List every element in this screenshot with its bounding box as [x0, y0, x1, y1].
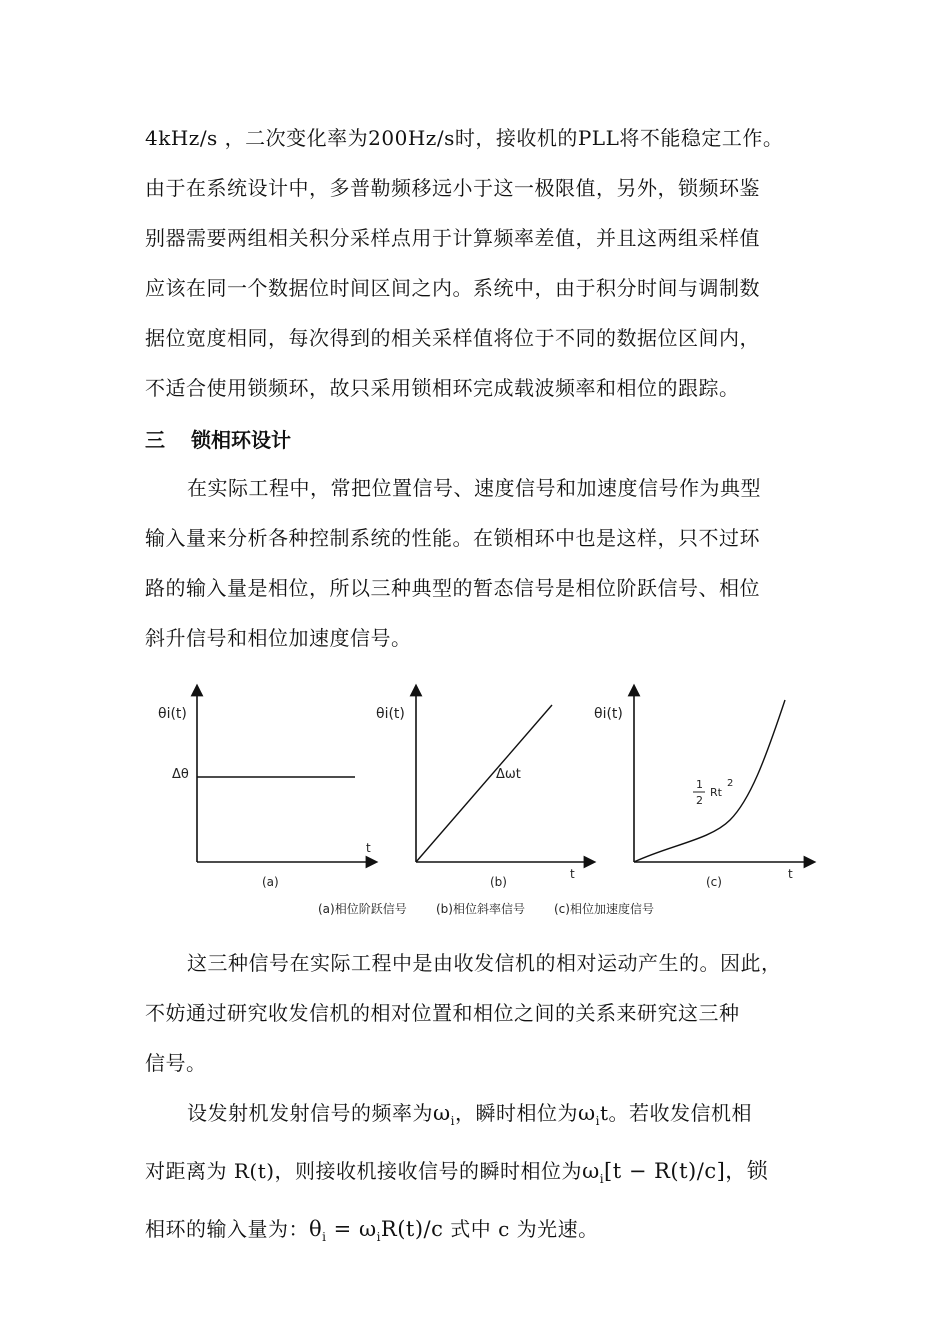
text-run: 式中 c 为光速。	[443, 1217, 599, 1241]
math-sub: i	[322, 1230, 327, 1244]
panel-a	[158, 690, 372, 889]
figure-caption-c: (c)相位加速度信号	[554, 902, 654, 916]
math-theta: θ	[309, 1217, 323, 1241]
paragraph-2	[145, 463, 815, 663]
text-run: 相环的输入量为：	[145, 1217, 309, 1241]
panel-a-x-label: t	[366, 841, 371, 855]
panel-c-sublabel: (c)	[706, 875, 722, 889]
panel-c-frac-den: 2	[696, 794, 703, 807]
paragraph-line: 据位宽度相同，每次得到的相关采样值将位于不同的数据位区间内，	[145, 326, 760, 350]
paragraph-line	[145, 1204, 815, 1262]
math-sub: i	[376, 1230, 381, 1244]
figure-caption-a: (a)相位阶跃信号	[318, 902, 407, 916]
panel-b-sublabel: (b)	[490, 875, 507, 889]
math-expression: R(t)/c	[380, 1217, 444, 1241]
paragraph-line	[145, 1146, 815, 1204]
panel-b	[376, 690, 590, 889]
panel-c-curve	[634, 700, 785, 862]
section-heading	[145, 420, 291, 460]
panel-a-y-label: θi(t)	[158, 706, 187, 722]
panel-c-x-label: t	[788, 867, 793, 881]
paragraph-line: 由于在系统设计中，多普勒频移远小于这一极限值，另外，锁频环鉴	[145, 176, 760, 200]
panel-c-annotation: Rt	[710, 786, 722, 799]
figure-svg	[150, 680, 830, 925]
paragraph-1	[145, 113, 815, 413]
paragraph-line: 路的输入量是相位，所以三种典型的暂态信号是相位阶跃信号、相位	[145, 576, 760, 600]
paragraph-line: 应该在同一个数据位时间区间之内。系统中，由于积分时间与调制数	[145, 276, 760, 300]
paragraph-line: 斜升信号和相位加速度信号。	[145, 626, 412, 650]
math-sub: i	[450, 1114, 455, 1128]
paragraph-line	[145, 1088, 815, 1146]
panel-b-x-label: t	[570, 867, 575, 881]
math-sub: i	[599, 1172, 605, 1186]
paragraph-3	[145, 938, 815, 1088]
paragraph-line: 别器需要两组相关积分采样点用于计算频率差值，并且这两组采样值	[145, 226, 760, 250]
paragraph-line: 不适合使用锁频环，故只采用锁相环完成载波频率和相位的跟踪。	[145, 376, 740, 400]
panel-b-y-label: θi(t)	[376, 706, 405, 722]
panel-c-annotation-sup: 2	[727, 778, 734, 789]
panel-b-annotation: Δωt	[496, 767, 521, 782]
text-run: t。若收发信机相	[599, 1101, 752, 1125]
math-expression: = ω	[326, 1217, 377, 1241]
math-omega: ω	[577, 1101, 596, 1125]
text-run: ，瞬时相位为	[454, 1101, 578, 1125]
paragraph-line: 输入量来分析各种控制系统的性能。在锁相环中也是这样，只不过环	[145, 526, 760, 550]
panel-c-y-label: θi(t)	[594, 706, 623, 722]
paragraph-line: 在实际工程中，常把位置信号、速度信号和加速度信号作为典型	[187, 476, 761, 500]
math-omega: ω	[433, 1101, 451, 1125]
paragraph-line: 这三种信号在实际工程中是由收发信机的相对运动产生的。因此，	[187, 951, 782, 975]
panel-a-sublabel: (a)	[262, 875, 279, 889]
section-title: 锁相环设计	[191, 428, 291, 452]
math-omega: ω	[582, 1159, 600, 1183]
paragraph-line: 信号。	[145, 1051, 207, 1075]
section-number: 三	[145, 428, 165, 452]
panel-b-ramp-line	[416, 705, 552, 862]
panel-c-frac-num: 1	[696, 778, 703, 791]
text-run: 设发射机发射信号的频率为	[187, 1101, 433, 1125]
paragraph-4	[145, 1088, 815, 1262]
panel-a-annotation: Δθ	[172, 767, 189, 782]
text-run: 对距离为 R(t)，则接收机接收信号的瞬时相位为	[145, 1159, 583, 1183]
figure-caption-b: (b)相位斜率信号	[436, 902, 525, 916]
panel-c	[594, 690, 810, 889]
paragraph-line: 4kHz/s ，二次变化率为200Hz/s时，接收机的PLL将不能稳定工作。	[145, 126, 784, 150]
phase-signal-figure	[150, 680, 830, 925]
math-sub: i	[595, 1114, 600, 1128]
math-expression: [t − R(t)/c]，锁	[604, 1159, 769, 1183]
paragraph-line: 不妨通过研究收发信机的相对位置和相位之间的关系来研究这三种	[145, 1001, 740, 1025]
